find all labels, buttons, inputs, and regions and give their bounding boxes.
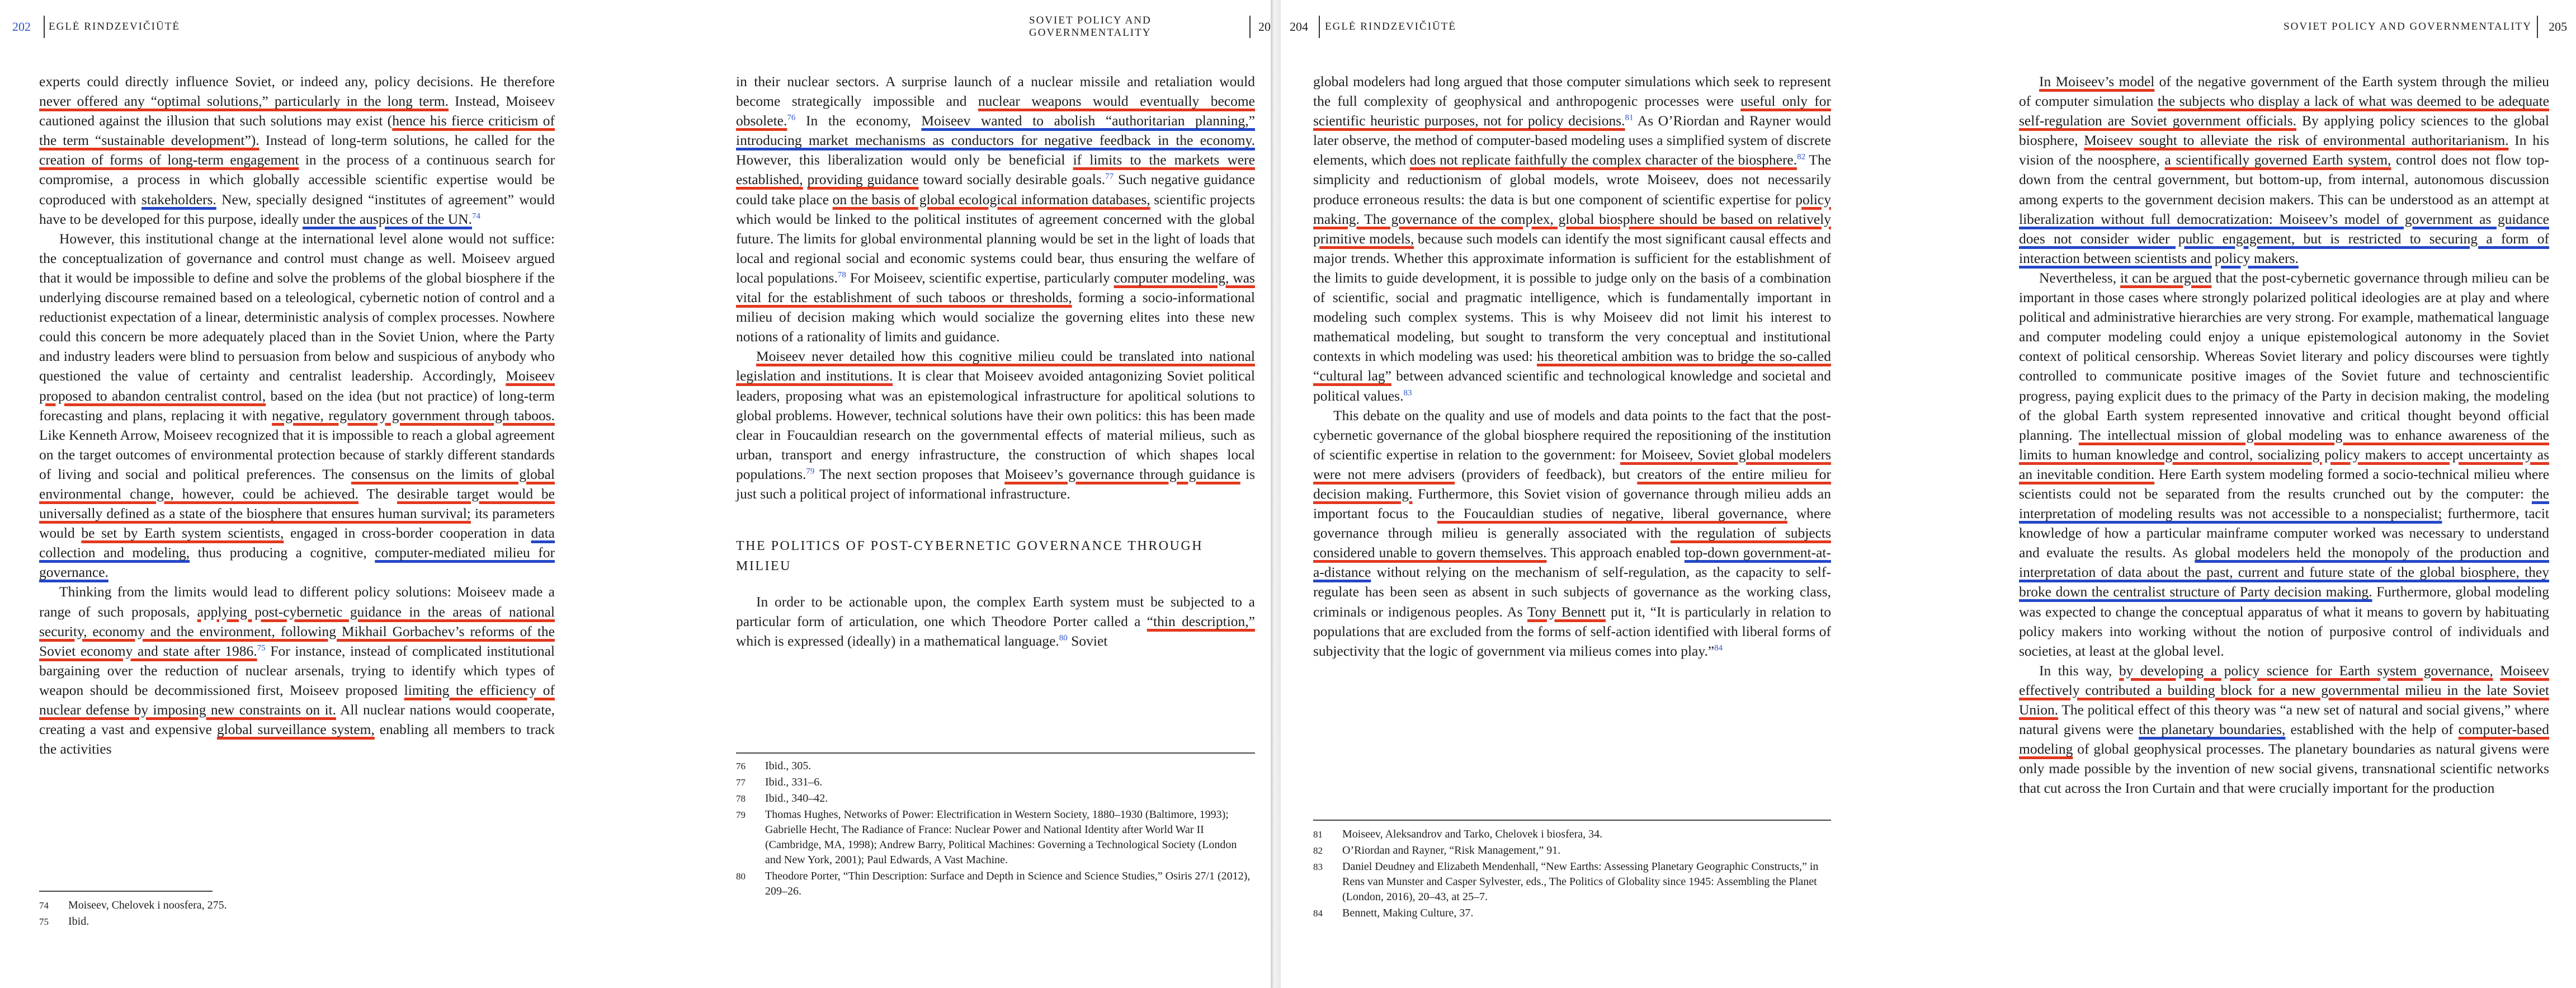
body-text: For instance, instead of complicated institutional bargaining over the reduction of nuclear arsenals, trying to identify which types of weapon should be decommissioned first, Moiseev proposed: [39, 642, 555, 698]
footnote-83: [1313, 859, 1831, 905]
section-heading: THE POLITICS OF POST-CYBERNETIC GOVERNANCE THROUGH MILIEU: [736, 539, 1204, 574]
body-text: without relying on the mechanism of self-regulation, as the capacity to self-regulate has been seen as absent in such subjects of governance as the working class, criminals or indigenous peoples. As: [1313, 564, 1831, 620]
p204-paragraph-1: [1313, 72, 1831, 406]
body-text: In order to be actionable upon, the complex Earth system must be subjected to a particular form of articulation, one which Theodore Porter called a: [736, 594, 1255, 630]
red-underlined-text: the Foucauldian studies of negative, liberal governance,: [1437, 505, 1787, 522]
body-text: Furthermore, this Soviet vision of governance through milieu adds an important focus to: [1313, 485, 1832, 522]
body-text: toward socially desirable goals.: [918, 171, 1106, 188]
footnote-80: [736, 869, 1255, 899]
body-text: Ibid.: [68, 915, 89, 928]
body-text: This approach enabled: [1546, 544, 1685, 561]
body-text: engaged in cross-border cooperation in: [284, 525, 531, 542]
p203-paragraph-1: [736, 72, 1255, 346]
body-text: New, specially designed “institutes of agreement” would have to be developed for this purpose, ideally: [39, 191, 555, 227]
body-text: O’Riordan and Rayner, “Risk Management,” 91.: [1342, 844, 1561, 857]
body-text: Instead, Moiseev cautioned against the illusion that such solutions may exist (: [39, 93, 555, 129]
red-underlined-text: In Moiseev’s model: [2039, 73, 2155, 90]
body-text: In his vision of the noosphere,: [2019, 132, 2550, 168]
body-text: put it, “It is particularly in relation to populations that are excluded from the forms of self-action identified with liberal forms of subjectivity that the logic of government via milieus comes into play.”: [1313, 603, 1831, 659]
body-text: For Moiseev, scientific expertise, particularly: [846, 269, 1114, 286]
body-text: Soviet: [1067, 633, 1108, 650]
red-underlined-text: it can be argued: [2120, 269, 2212, 286]
body-text: 84: [1313, 908, 1323, 919]
body-text: By applying policy sciences to the global biosphere,: [2019, 112, 2550, 149]
red-underlined-text: by developing a policy science for Earth system governance,: [2119, 662, 2493, 679]
blue-underlined-text: Moiseev wanted to abolish “authoritarian planning,” introducing market mechanisms as conductors for negative feedback in the economy.: [736, 112, 1255, 149]
body-text: The next section proposes that: [814, 465, 1005, 482]
footnote-ref-80[interactable]: 80: [1059, 633, 1068, 643]
blue-underlined-text: the interpretation of modeling results was not accessible to a nonspecialist;: [2019, 485, 2549, 522]
footnote-rule-203: [736, 752, 1255, 754]
body-text: In the economy,: [795, 112, 922, 129]
body-text: Moiseev, Chelovek i noosfera, 275.: [68, 899, 227, 911]
page-204-body: [1313, 72, 1831, 661]
footnote-81: [1313, 827, 1831, 842]
body-text: 83: [1313, 862, 1323, 872]
body-text: [2493, 662, 2500, 679]
footnote-ref-82[interactable]: 82: [1797, 152, 1806, 162]
body-text: forming a socio-informational milieu of decision making which would socialize the governing elites into these new notions of a rationality of limits and guidance.: [736, 289, 1255, 345]
red-underlined-text: does not replicate faithfully the complex character of the biosphere.: [1409, 152, 1797, 168]
red-underlined-text: never offered any “optimal solutions,” particularly in the long term.: [39, 93, 449, 110]
red-underlined-text: the subjects who display a lack of what was deemed to be adequate self-regulation are Soviet government officials.: [2019, 93, 2549, 129]
blue-underlined-text: under the auspices of the UN.: [302, 210, 472, 227]
footnote-74: [39, 898, 555, 913]
footnote-ref-77[interactable]: 77: [1105, 172, 1114, 181]
body-text: It is clear that Moiseev avoided antagonizing Soviet political leaders, proposing what was an epistemological infrastructure for apolitical solutions to global problems. However, technical solutions have their own politics: this has been made clear in Foucauldian research on the governmental effects of material milieus, such as urban, transport and energy infrastructure, the construction of which shapes local populations.: [736, 368, 1255, 482]
p205-paragraph-1: [2019, 72, 2549, 268]
body-text: 78: [736, 793, 746, 804]
body-text: Furthermore, global modeling was expected to change the conceptual apparatus of what it means to govern by habituating policy makers into working without the notion of purposive control of individuals and societies, at least at the global level.: [2019, 584, 2549, 659]
header-rule-204: [1319, 16, 1320, 38]
footnote-ref-76[interactable]: 76: [787, 113, 796, 123]
left-spread: [0, 0, 1271, 988]
p203-paragraph-2: [736, 346, 1255, 504]
red-underlined-text: policy making. The governance of the complex, global biosphere should be based on relatively primitive models,: [1313, 191, 1831, 247]
body-text: 81: [1313, 829, 1323, 840]
footnote-ref-78[interactable]: 78: [837, 270, 846, 280]
p202-paragraph-2: [39, 229, 555, 582]
running-head-author-204: EGLĖ RINDZEVIČIŪTĖ: [1325, 21, 1456, 32]
body-text: 79: [736, 810, 746, 820]
red-underlined-text: a scientifically governed Earth system,: [2164, 152, 2391, 168]
page-number-204: 204: [1290, 20, 1308, 34]
running-head-203: [1029, 16, 1271, 38]
page-number-202: 202: [12, 20, 31, 34]
footnote-ref-79[interactable]: 79: [806, 467, 815, 476]
footnote-rule-202: [39, 891, 213, 892]
footnote-rule-204: [1313, 820, 1831, 821]
red-underlined-text: consensus on the limits of global environmental change, however, could be achieved.: [39, 465, 555, 502]
red-underlined-text: applying post-cybernetic guidance in the areas of national security, economy and the environment, following Mikhail Gorbachev’s reforms of the Soviet economy and state after 1986.: [39, 603, 555, 659]
body-text: Ibid., 305.: [765, 760, 812, 772]
blue-underlined-text: the planetary boundaries,: [2139, 721, 2286, 738]
red-underlined-text: Moiseev effectively contributed a building block for a new governmental milieu in the late Soviet Union.: [2019, 662, 2550, 718]
red-underlined-text: global surveillance system,: [216, 721, 375, 738]
red-underlined-text: The intellectual mission of global modeling was to enhance awareness of the limits to human knowledge and control, socializing policy makers to accept uncertainty as an inevitable condition.: [2019, 426, 2550, 482]
body-text: scientific projects which would be linked to the political institutes of agreement concerned with the global future. The limits for global environmental planning would be set in the light of loads that local and regional social and economic systems could bear, thus ensuring the welfare of local populations.: [736, 191, 1255, 286]
body-text: enabling all members to track the activities: [39, 721, 555, 758]
body-text: 80: [736, 871, 746, 882]
p205-paragraph-3: [2019, 661, 2549, 798]
body-text: All nuclear nations would cooperate, creating a vast and expensive: [39, 702, 555, 738]
footnote-ref-74[interactable]: 74: [471, 211, 480, 221]
body-text: global modelers had long argued that those computer simulations which seek to represent the full complexity of geophysical and anthropogenic processes were: [1313, 73, 1831, 110]
right-spread: [1281, 0, 2576, 988]
red-underlined-text: creation of forms of long-term engagement: [39, 152, 299, 168]
body-text: experts could directly influence Soviet, or indeed any, policy decisions. He therefore: [39, 73, 555, 90]
body-text: The: [358, 485, 397, 502]
body-text: Such negative guidance could take place: [736, 171, 1255, 208]
red-underlined-text: hence his fierce criticism of the term “sustainable development”).: [39, 112, 555, 149]
body-text: of the negative government of the Earth system through the milieu of computer simulation: [2019, 73, 2549, 110]
body-text: As O’Riordan and Rayner would later observe, the method of computer-based modeling uses a simplified system of discrete elements, which: [1313, 112, 1831, 168]
p203-paragraph-3: [736, 592, 1255, 651]
body-text: Theodore Porter, “Thin Description: Surface and Depth in Science and Science Studies,” Osiris 27/1 (2012), 209–26.: [765, 870, 1251, 897]
body-text: 76: [736, 761, 746, 771]
header-rule-202: [44, 16, 45, 38]
p202-paragraph-1: [39, 72, 555, 229]
spread-gutter: [1271, 0, 1281, 988]
page-205-body: [2019, 72, 2549, 798]
red-underlined-text: if limits to the markets were established,: [736, 152, 1255, 188]
body-text: Bennett, Making Culture, 37.: [1342, 907, 1474, 919]
page-number-205: 205: [2549, 20, 2567, 34]
footnote-ref-84[interactable]: 84: [1714, 643, 1723, 653]
red-underlined-text: “thin description,”: [1147, 613, 1255, 630]
red-underlined-text: useful only for scientific heuristic purposes, not for policy decisions.: [1313, 93, 1831, 129]
running-head-205: [2231, 16, 2567, 38]
red-underlined-text: computer-based modeling: [2019, 721, 2549, 758]
footnote-82: [1313, 843, 1831, 858]
red-underlined-text: desirable target would be universally defined as a state of the biosphere that ensures human survival;: [39, 485, 555, 522]
running-head-202: [12, 16, 600, 38]
body-text: that the post-cybernetic governance through milieu can be important in those cases where strongly polarized political ideologies are at play and where political and administrative hierarchies are very strong. For example, mathematical language and computer modeling could enjoy a unique epistemological autonomy in the Soviet context of political censorship. Whereas Soviet literary and policy discourses were tightly controlled to communicate positive images of the Soviet future and technoscientific progress, paying explicit dues to the primacy of the Party in decision making, the modeling of the global Earth system represented innovative and critical thought beyond official planning.: [2019, 269, 2550, 443]
footnote-75: [39, 914, 555, 929]
red-underlined-text: computer modeling, was vital for the establishment of such taboos or thresholds,: [736, 269, 1255, 306]
blue-underlined-text: liberalization without full democratization: Moiseev’s model of government as guidance does not consider wider public engagement, but is restricted to securing a form of interaction between scientists and policy makers.: [2019, 210, 2549, 266]
body-text: based on the idea (but not practice) of long-term forecasting and plans, replacing it with: [39, 387, 555, 424]
footnotes-202: [39, 898, 555, 930]
red-underlined-text: Tony Bennett: [1527, 603, 1606, 620]
blue-underlined-text: global modelers held the monopoly of the production and interpretation of data about the past, current and future state of the global biosphere, they broke down the centralist structure of Party decision making.: [2019, 544, 2549, 600]
body-text: of global geophysical processes. The planetary boundaries as natural givens were only made possible by the invention of new social givens, transnational scientific networks that cut across the Iron Curtain and that were crucially important for the production: [2019, 741, 2549, 797]
red-underlined-text: for Moiseev, Soviet global modelers were not mere advisers: [1313, 446, 1832, 482]
body-text: where governance through milieu is generally associated with: [1313, 505, 1831, 542]
body-text: is just such a political project of informational infrastructure.: [736, 465, 1255, 502]
footnote-ref-83[interactable]: 83: [1403, 388, 1412, 397]
blue-underlined-text: top-down government-at-a-distance: [1313, 544, 1831, 581]
body-text: 75: [39, 916, 49, 927]
body-text: However, this liberalization would only be beneficial: [736, 152, 1073, 168]
body-text: In this way,: [2039, 662, 2119, 679]
body-text: Ibid., 340–42.: [765, 792, 828, 804]
body-text: Daniel Deudney and Elizabeth Mendenhall, “New Earths: Assessing Planetary Geographic Constructs,” in Rens van Munster and Casper Sylvester, eds., The Politics of Globality since 1945: Assembling the Planet (London, 2016), 20–43, at 25–7.: [1342, 860, 1819, 903]
body-text: 82: [1313, 845, 1323, 856]
blue-underlined-text: data collection and modeling,: [39, 525, 555, 561]
body-text: Thinking from the limits would lead to different policy solutions: Moiseev made a range of such proposals,: [39, 584, 555, 620]
body-text: Moiseev, Aleksandrov and Tarko, Chelovek i biosfera, 34.: [1342, 828, 1603, 840]
running-head-204: [1290, 16, 1849, 38]
red-underlined-text: providing guidance: [807, 171, 919, 188]
body-text: 74: [39, 900, 49, 911]
footnote-78: [736, 791, 1255, 806]
page-202-body: [39, 72, 555, 759]
red-underlined-text: creators of the entire milieu for decision making.: [1313, 465, 1832, 502]
body-text: The political effect of this theory was “a new set of natural and social givens,” where natural givens were: [2019, 702, 2549, 738]
red-underlined-text: limiting the efficiency of nuclear defense by imposing new constraints on it.: [39, 681, 555, 718]
body-text: because such models can identify the most significant causal effects and major trends. Whether this approximate information is sufficient for the establishment of the limits to guide development, it is possible to judge only on the basis of a combination of scientific, social and pragmatic intelligence, which is fundamentally important in modeling such complex systems. This is why Moiseev did not limit his interest to mathematical modeling, but sought to transform the very conceptual and institutional contexts in which modeling was used:: [1313, 230, 1831, 365]
red-underlined-text: be set by Earth system scientists,: [81, 525, 284, 542]
body-text: Instead of long-term solutions, he called for the: [259, 132, 555, 149]
body-text: which is expressed (ideally) in a mathematical language.: [736, 633, 1059, 650]
body-text: in their nuclear sectors. A surprise launch of a nuclear missile and retaliation would become strategically impossible and: [736, 73, 1255, 110]
body-text: in the process of a continuous search for compromise, a process in which globally accessible scientific expertise would be coproduced with: [39, 152, 555, 208]
body-text: 77: [736, 777, 746, 788]
footnote-79: [736, 807, 1255, 868]
p202-paragraph-3: [39, 582, 555, 759]
red-underlined-text: the regulation of subjects considered unable to govern themselves.: [1313, 525, 1831, 561]
running-head-author: EGLĖ RINDZEVIČIŪTĖ: [49, 21, 180, 32]
body-text: The simplicity and reductionism of global models, wrote Moiseev, does not necessarily produce erroneous results: the data is but one component of scientific expertise for: [1313, 152, 1832, 208]
footnote-76: [736, 759, 1255, 774]
running-head-title-203: SOVIET POLICY AND GOVERNMENTALITY: [1029, 15, 1152, 39]
header-rule-203: [1249, 16, 1251, 38]
blue-underlined-text: stakeholders.: [141, 191, 216, 208]
p204-paragraph-2: [1313, 406, 1831, 661]
body-text: Like Kenneth Arrow, Moiseev recognized that it is impossible to reach a global agreement on the target outcomes of environmental protection because of starkly different standards of living and social and political preferences. The: [39, 426, 555, 482]
red-underlined-text: nuclear weapons would eventually become obsolete.: [736, 93, 1255, 129]
running-head-title-205: SOVIET POLICY AND GOVERNMENTALITY: [2284, 21, 2532, 32]
red-underlined-text: his theoretical ambition was to bridge the so-called “cultural lag”: [1313, 348, 1831, 384]
red-underlined-text: on the basis of global ecological information databases,: [832, 191, 1150, 208]
p205-paragraph-2: [2019, 268, 2549, 661]
footnote-77: [736, 775, 1255, 790]
body-text: Ibid., 331–6.: [765, 776, 823, 788]
body-text: control does not flow top-down from the central government, but bottom-up, from internal, autonomous discussion among experts to the government decision makers. This can be understood as an attempt at: [2019, 152, 2550, 208]
body-text: between advanced scientific and technological knowledge and societal and political values.: [1313, 368, 1832, 404]
footnote-ref-81[interactable]: 81: [1625, 113, 1634, 123]
body-text: Thomas Hughes, Networks of Power: Electrification in Western Society, 1880–1930 (Baltimore, 1993); Gabrielle Hecht, The Radiance of France: Nuclear Power and National Identity after World War II (Cambridge, MA, 1998); Andrew Barry, Political Machines: Governing a Technological Society (London and New York, 2001); Paul Edwards, A Vast Machine.: [765, 808, 1237, 866]
red-underlined-text: negative, regulatory government through taboos.: [272, 407, 555, 424]
red-underlined-text: Moiseev proposed to abandon centralist control,: [39, 368, 555, 404]
page-number-203: 20: [1258, 20, 1271, 34]
body-text: However, this institutional change at the international level alone would not suffice: the conceptualization of governance and control must change as well. Moiseev argued that it would be impossible to define and solve the problems of the global biosphere if the underlying discourse remained based on a teleological, cybernetic notion of control and a reductionist expectation of a linear, deterministic analysis of complex processes. Nowhere could this concern be more adequately placed than in the Soviet Union, where the Party and industry leaders were blind to persuasion from below and suspicious of anybody who questioned the value of certainty and centralist leadership. Accordingly,: [39, 230, 555, 384]
body-text: its parameters would: [39, 505, 555, 542]
footnotes-204: [1313, 827, 1831, 922]
body-text: Here Earth system modeling formed a socio-technical milieu where scientists could not be separated from the results crunched out by the computer:: [2019, 465, 2550, 502]
footnotes-203: [736, 759, 1255, 900]
page-203-body: [736, 72, 1255, 651]
body-text: furthermore, tacit knowledge of how a particular mainframe computer worked was necessary to understand and evaluate the results. As: [2019, 505, 2549, 561]
blue-underlined-text: computer-mediated milieu for governance.: [39, 544, 555, 581]
footnote-ref-75[interactable]: 75: [257, 643, 266, 653]
header-rule-205: [2537, 16, 2538, 38]
body-text: established with the help of: [2285, 721, 2459, 738]
red-underlined-text: Moiseev’s governance through guidance: [1004, 465, 1240, 482]
footnote-84: [1313, 906, 1831, 921]
body-text: Nevertheless,: [2039, 269, 2121, 286]
red-underlined-text: Moiseev sought to alleviate the risk of environmental authoritarianism.: [2084, 132, 2509, 149]
body-text: (providers of feedback), but: [1455, 465, 1638, 482]
red-underlined-text: Moiseev never detailed how this cognitive milieu could be translated into national legislation and institutions.: [736, 348, 1255, 384]
body-text: thus producing a cognitive,: [190, 544, 375, 561]
body-text: [803, 171, 808, 187]
body-text: This debate on the quality and use of models and data points to the fact that the post-cybernetic governance of the global biosphere required the repositioning of the institution of scientific expertise in relation to the government:: [1313, 407, 1831, 463]
